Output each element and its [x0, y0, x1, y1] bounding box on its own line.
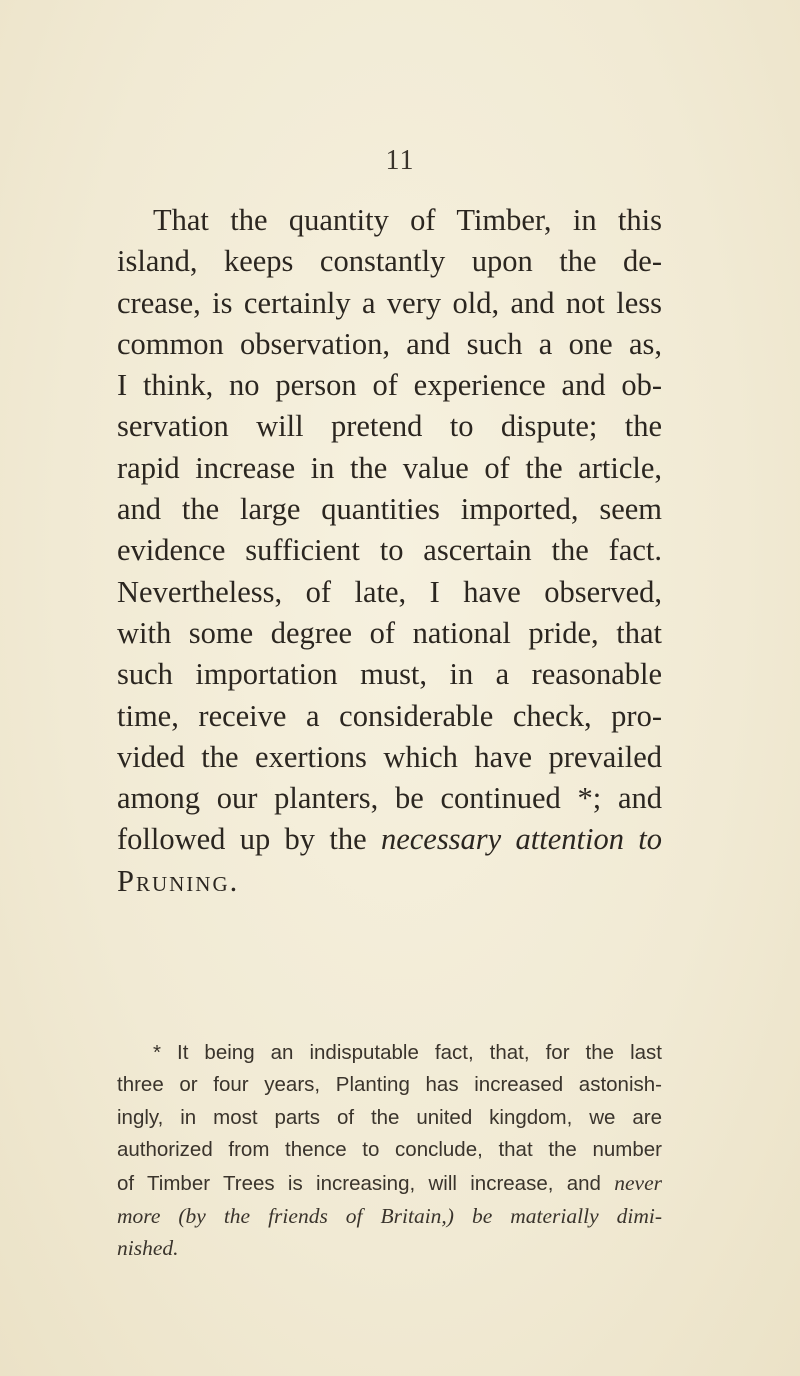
paragraph-line: I think, no person of experience and ob- — [117, 368, 662, 403]
paragraph-line: time, receive a considerable check, pro- — [117, 698, 662, 733]
paragraph-line: island, keeps constantly upon the de- — [117, 244, 662, 279]
italic-word: never — [614, 1170, 662, 1195]
page-number: 11 — [385, 145, 415, 176]
paragraph-line: That the quantity of Timber, in this — [153, 203, 662, 237]
paragraph-line-mixed — [117, 819, 662, 860]
paragraph-line: crease, is certainly a very old, and not less — [117, 285, 662, 320]
footnote-line: * It being an indisputable fact, that, for the last — [153, 1041, 662, 1064]
footnote-line: authorized from thence to conclude, that the number — [117, 1138, 662, 1162]
paragraph-line: and the large quantities imported, seem — [117, 492, 662, 527]
paragraph-line: such importation must, in a reasonable — [117, 657, 662, 692]
footnote — [117, 1037, 662, 1265]
paragraph-line: with some degree of national pride, that — [117, 615, 662, 650]
paragraph-line: among our planters, be continued *; and — [117, 781, 662, 816]
paragraph-line: servation will pretend to dispute; the — [117, 409, 662, 444]
paragraph-line: Nevertheless, of late, I have observed, — [117, 574, 662, 609]
footnote-line-italic: nished. — [117, 1236, 179, 1261]
footnote-line-mixed — [117, 1167, 662, 1200]
footnote-line: ingly, in most parts of the united kingdom, we are — [117, 1105, 662, 1129]
paragraph-line: rapid increase in the value of the article, — [117, 450, 662, 485]
line-text: followed up by the — [117, 822, 381, 857]
paragraph-last-line: Pruning. — [117, 863, 240, 898]
paragraph-line: common observation, and such a one as, — [117, 326, 662, 361]
footnote-line: three or four years, Planting has increased astonish- — [117, 1073, 662, 1097]
footnote-line-italic: more (by the friends of Britain,) be materially dimi- — [117, 1204, 662, 1229]
line-text: of Timber Trees is increasing, will increase, and — [117, 1171, 615, 1195]
paragraph-line: vided the exertions which have prevailed — [117, 739, 662, 774]
paragraph-line: evidence sufficient to ascertain the fact. — [117, 533, 662, 568]
italic-phrase: necessary attention to — [380, 822, 662, 857]
main-paragraph — [117, 200, 662, 902]
